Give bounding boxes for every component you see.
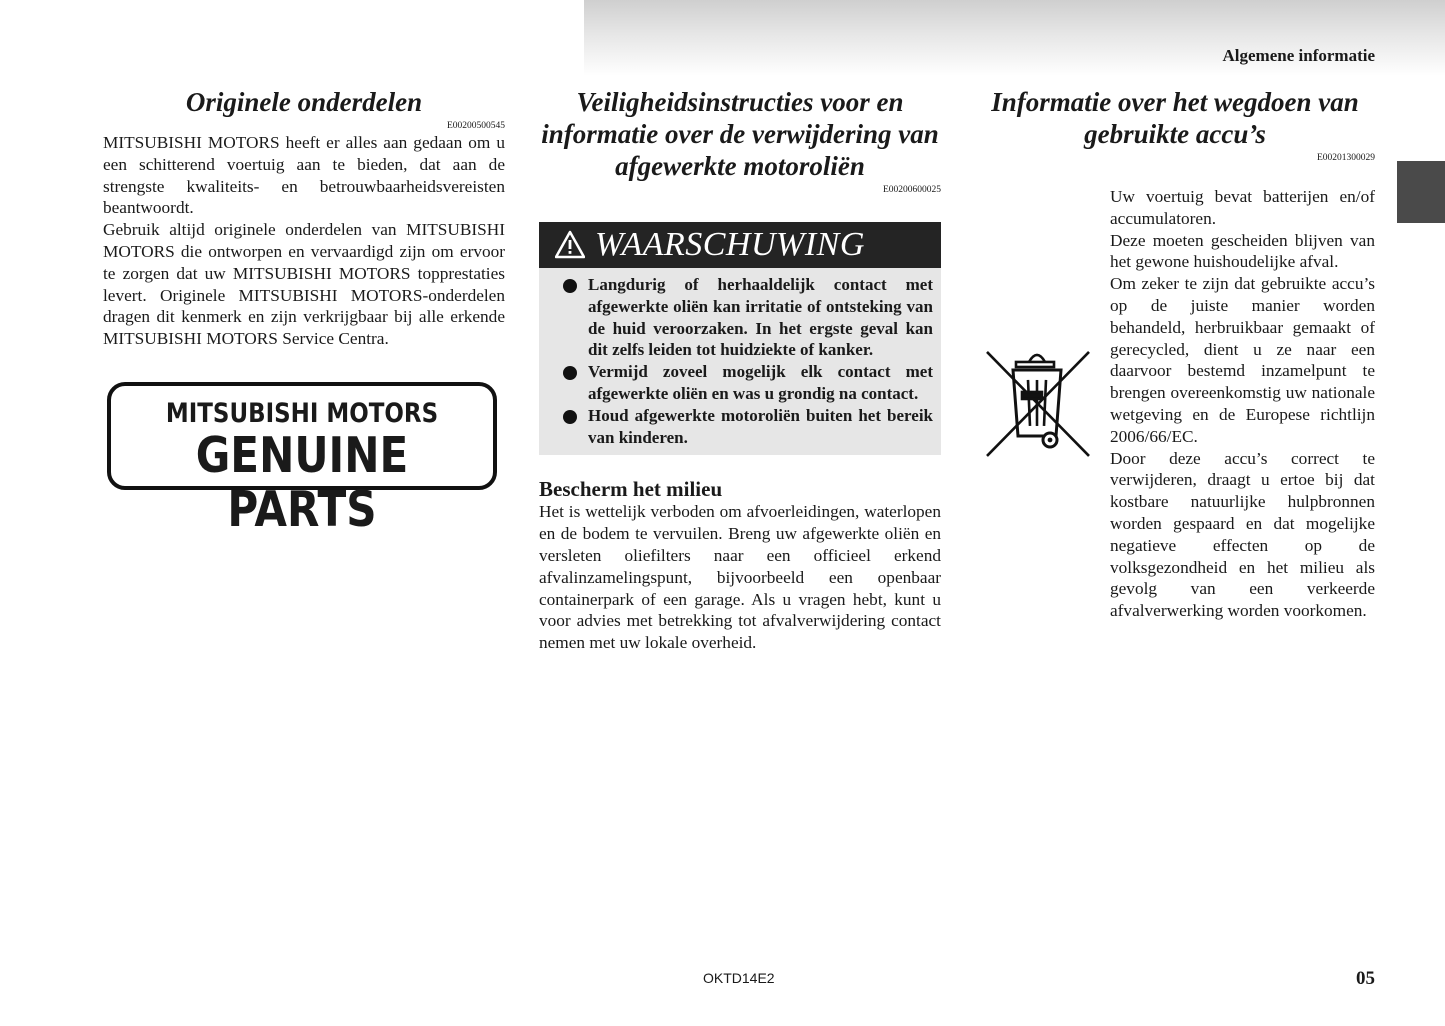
warning-header [539, 222, 941, 268]
reference-code: E00200600025 [882, 185, 941, 195]
column-battery-disposal [975, 86, 1375, 622]
chapter-tab [1397, 161, 1445, 223]
warning-list [539, 268, 941, 455]
paragraph: Het is wettelijk verboden om afvoerleidingen, waterlopen en de bodem te vervuilen. Breng uw afgewerkte oliën en versleten oliefilters naar een officieel erkend afvalinzamelingspunt, bijvoorbeeld een openbaar containerpark of een garage. Als u vragen hebt, kunt u voor advies met betrekking tot afvalverwijdering contact nemen met uw lokale overheid. [539, 502, 941, 653]
logo-main-line: GENUINE PARTS [195, 426, 409, 538]
heading-battery-disposal: Informatie over het wegdoen van gebruikte accu’s [991, 87, 1359, 149]
bullet-icon [563, 410, 577, 424]
warning-item [561, 361, 933, 405]
heading-engine-oil: Veiligheidsinstructies voor en informatie over de verwijdering van afgewerkte motoroliën [541, 87, 939, 181]
column-engine-oil [539, 86, 941, 654]
logo-brand-line: MITSUBISHI MOTORS [165, 397, 439, 429]
bullet-icon [563, 366, 577, 380]
battery-disposal-text [1110, 186, 1375, 622]
reference-code: E00200500545 [446, 121, 505, 131]
warning-item-text: Houd afgewerkte motoroliën buiten het bereik van kinderen. [588, 405, 933, 447]
paragraph: Door deze accu’s correct te verwijderen, draagt u ertoe bij dat kostbare natuurlijke hulpbronnen worden gespaard en dat mogelijke negatieve effecten op de volksgezondheid en het milieu als gevolg van een verkeerde afvalverwerking worden voorkomen. [1110, 448, 1375, 621]
warning-box [539, 222, 941, 455]
warning-item [561, 405, 933, 449]
warning-triangle-icon [555, 230, 585, 260]
battery-disposal-body [975, 186, 1375, 622]
paragraph: Om zeker te zijn dat gebruikte accu’s op de juiste manier worden behandeld, herbruikbaar gemaakt of gerecycled, dient u ze naar een daarvoor bestemd inzamelpunt te brengen overeenkomstig uw nationale wetgeving en de Europese richtlijn 2006/66/EC. [1110, 274, 1375, 446]
warning-item [561, 274, 933, 361]
document-code: OKTD14E2 [703, 970, 775, 986]
paragraph: Deze moeten gescheiden blijven van het gewone huishoudelijke afval. [1110, 230, 1375, 272]
heading-genuine-parts: Originele onderdelen [185, 87, 423, 117]
paragraph: MITSUBISHI MOTORS heeft er alles aan gedaan om u een schitterend voertuig aan te bieden, dat aan de strengste kwaliteits- en betrouwbaarheidsvereisten beantwoordt. [103, 133, 505, 218]
bullet-icon [563, 279, 577, 293]
warning-item-text: Langdurig of herhaaldelijk contact met afgewerkte oliën kan irritatie of ontsteking van de huid veroorzaken. In het ergste geval kan dit zelfs leiden tot huidziekte of kanker. [588, 275, 933, 360]
subheading-environment: Bescherm het milieu [539, 477, 723, 502]
reference-code: E00201300029 [1316, 153, 1375, 163]
warning-item-text: Vermijd zoveel mogelijk elk contact met afgewerkte oliën en was u grondig na contact. [588, 362, 933, 403]
warning-title: WAARSCHUWING [595, 226, 865, 263]
crossed-out-wheelie-bin-icon [975, 186, 1101, 622]
paragraph: Gebruik altijd originele onderdelen van MITSUBISHI MOTORS die ontworpen en vervaardigd zijn om ervoor te zorgen dat uw MITSUBISHI MOTORS topprestaties levert. Originele MITSUBISHI MOTORS-onderdelen dragen dit kenmerk en zijn verkrijgbaar bij alle erkende MITSUBISHI MOTORS Service Centra. [103, 220, 505, 349]
section-title: Algemene informatie [1222, 46, 1375, 65]
genuine-parts-logo [107, 382, 497, 538]
paragraph: Uw voertuig bevat batterijen en/of accumulatoren. [1110, 187, 1375, 228]
column-genuine-parts [103, 86, 505, 538]
page-number: 05 [1356, 968, 1375, 989]
